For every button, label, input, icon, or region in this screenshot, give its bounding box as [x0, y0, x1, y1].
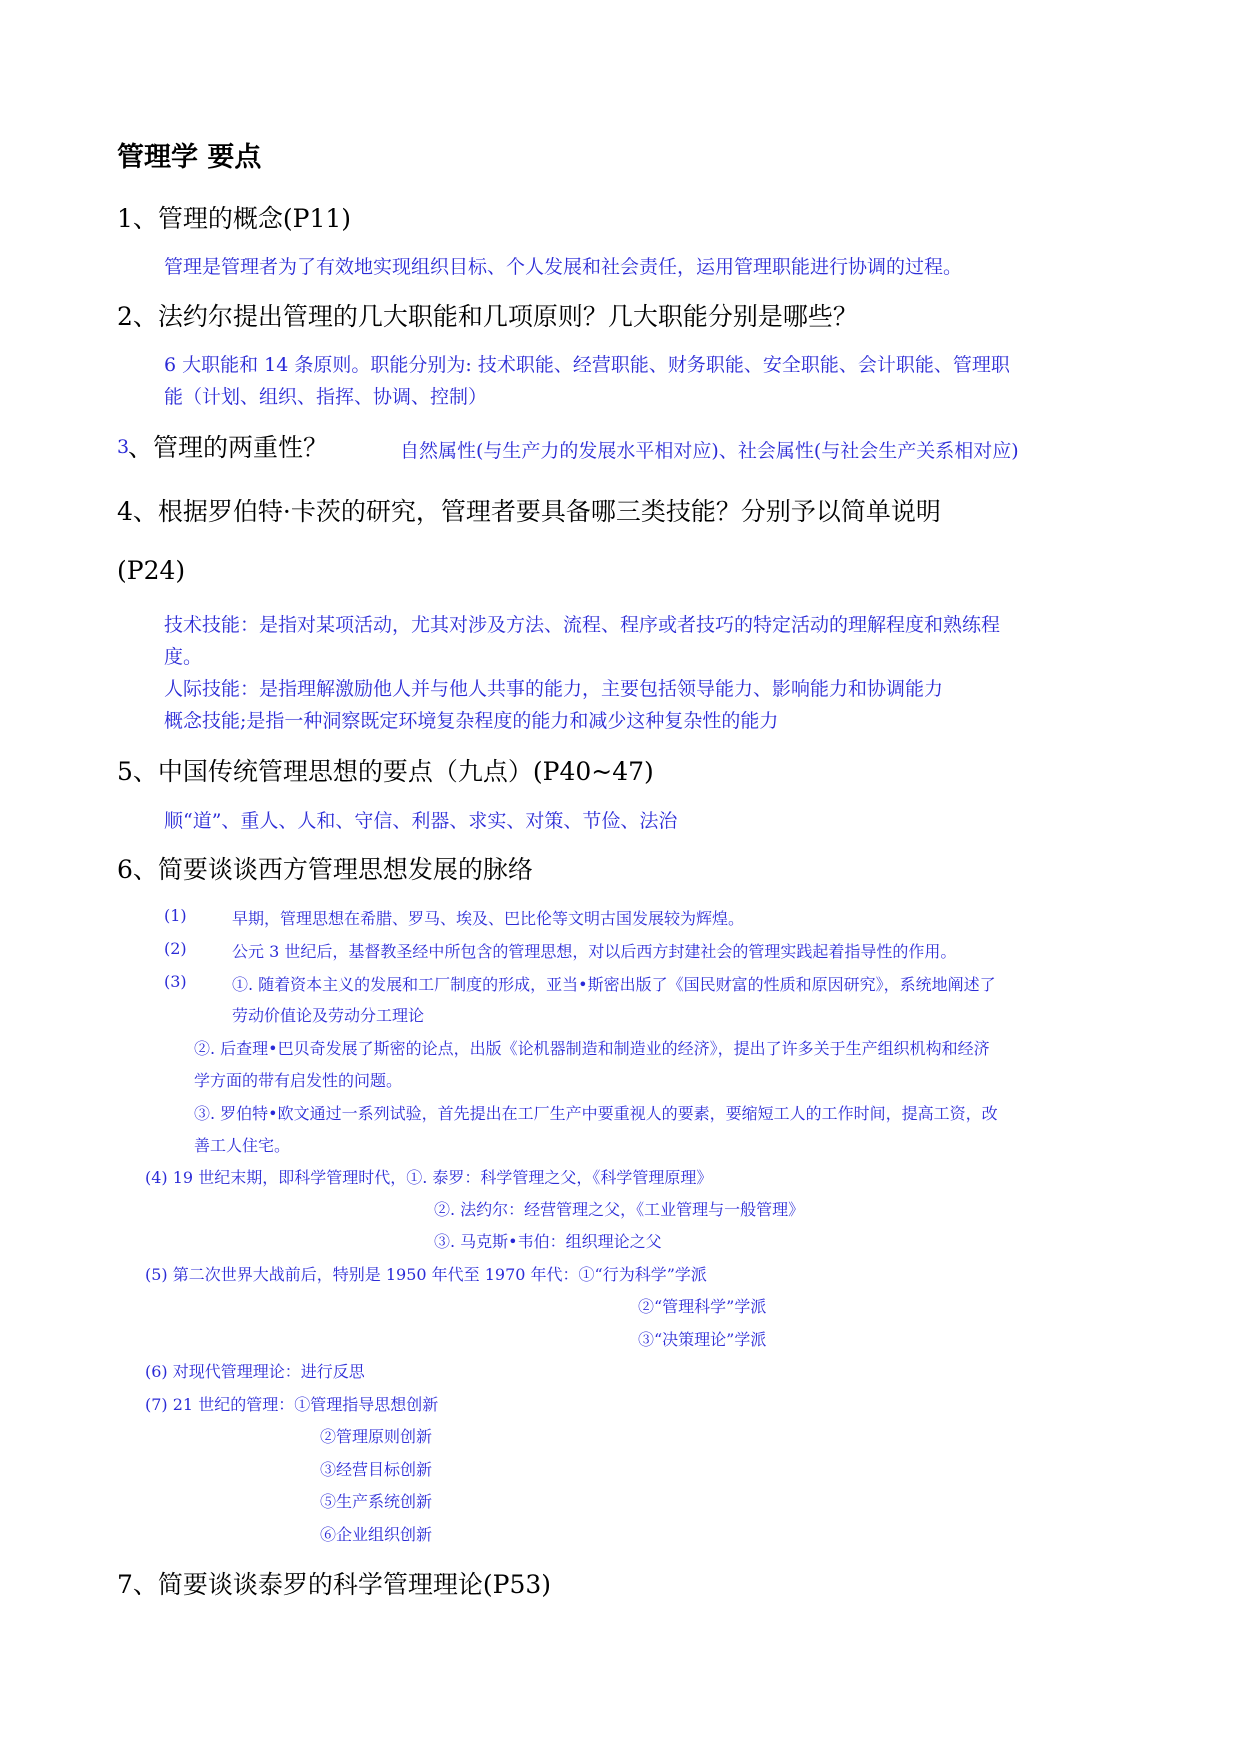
answer-1: 管理是管理者为了有效地实现组织目标、个人发展和社会责任，运用管理职能进行协调的过程。 — [164, 256, 963, 278]
q6-item-4-line-3: ③. 马克斯•韦伯：组织理论之父 — [434, 1232, 662, 1251]
q6-item-5-line-2: ②“管理科学”学派 — [638, 1297, 767, 1316]
q6-item-3c-line-1: ③. 罗伯特•欧文通过一系列试验，首先提出在工厂生产中要重视人的要素，要缩短工人的工作时间，提高工资，改 — [194, 1104, 998, 1123]
q6-item-1-label: (1) — [164, 906, 187, 925]
answer-4-line-1: 技术技能：是指对某项活动，尤其对涉及方法、流程、程序或者技巧的特定活动的理解程度和熟练程 — [164, 614, 1001, 636]
answer-4-line-2: 度。 — [164, 646, 203, 668]
answer-4-line-4: 概念技能;是指一种洞察既定环境复杂程度的能力和减少这种复杂性的能力 — [164, 710, 779, 732]
q6-item-3a-line-1: ①. 随着资本主义的发展和工厂制度的形成，亚当•斯密出版了《国民财富的性质和原因研究》，系统地阐述了 — [232, 975, 996, 994]
question-3-number: 3 — [117, 436, 130, 458]
q6-item-1-text: 早期，管理思想在希腊、罗马、埃及、巴比伦等文明古国发展较为辉煌。 — [232, 909, 745, 928]
q6-item-3-label: (3) — [164, 972, 187, 991]
question-5: 5、中国传统管理思想的要点（九点）(P40~47) — [117, 757, 654, 786]
question-4-line-2: (P24) — [117, 556, 186, 585]
q6-item-4-line-1: (4) 19 世纪末期，即科学管理时代，①. 泰罗：科学管理之父，《科学管理原理》 — [145, 1168, 713, 1187]
q6-item-7-line-1: (7) 21 世纪的管理：①管理指导思想创新 — [145, 1395, 439, 1414]
q6-item-3c-line-2: 善工人住宅。 — [194, 1136, 291, 1155]
q6-item-7-line-2: ②管理原则创新 — [320, 1427, 433, 1446]
question-4-line-1: 4、根据罗伯特·卡茨的研究，管理者要具备哪三类技能？分别予以简单说明 — [117, 497, 941, 526]
answer-4-line-3: 人际技能：是指理解激励他人并与他人共事的能力，主要包括领导能力、影响能力和协调能力 — [164, 678, 944, 700]
answer-3: 自然属性(与生产力的发展水平相对应)、社会属性(与社会生产关系相对应) — [400, 440, 1019, 462]
question-7: 7、简要谈谈泰罗的科学管理理论(P53) — [117, 1570, 552, 1599]
question-6: 6、简要谈谈西方管理思想发展的脉络 — [117, 855, 533, 884]
question-1: 1、管理的概念(P11) — [117, 204, 352, 233]
question-2: 2、法约尔提出管理的几大职能和几项原则？几大职能分别是哪些？ — [117, 302, 858, 331]
q6-item-2-text: 公元 3 世纪后，基督教圣经中所包含的管理思想，对以后西方封建社会的管理实践起着指导性的作用。 — [232, 942, 957, 961]
document-title: 管理学 要点 — [117, 142, 262, 173]
answer-2-line-2: 能（计划、组织、指挥、协调、控制） — [164, 386, 488, 408]
answer-2-line-1: 6 大职能和 14 条原则。职能分别为: 技术职能、经营职能、财务职能、安全职能、会计职能、管理职 — [164, 354, 1010, 376]
q6-item-3a-line-2: 劳动价值论及劳动分工理论 — [232, 1006, 425, 1025]
q6-item-5-line-1: (5) 第二次世界大战前后，特别是 1950 年代至 1970 年代：①“行为科学”学派 — [145, 1265, 707, 1284]
question-3: 、管理的两重性？ — [128, 433, 329, 462]
q6-item-4-line-2: ②. 法约尔：经营管理之父，《工业管理与一般管理》 — [434, 1200, 805, 1219]
q6-item-7-line-5: ⑥企业组织创新 — [320, 1525, 433, 1544]
q6-item-3b-line-1: ②. 后查理•巴贝奇发展了斯密的论点，出版《论机器制造和制造业的经济》，提出了许多关于生产组织机构和经济 — [194, 1039, 990, 1058]
q6-item-7-line-3: ③经营目标创新 — [320, 1460, 433, 1479]
q6-item-5-line-3: ③“决策理论”学派 — [638, 1330, 767, 1349]
q6-item-2-label: (2) — [164, 939, 187, 958]
answer-5: 顺“道”、重人、人和、守信、利器、求实、对策、节俭、法治 — [164, 810, 678, 832]
q6-item-7-line-4: ⑤生产系统创新 — [320, 1492, 433, 1511]
q6-item-3b-line-2: 学方面的带有启发性的问题。 — [194, 1071, 403, 1090]
q6-item-6: (6) 对现代管理理论：进行反思 — [145, 1362, 365, 1381]
